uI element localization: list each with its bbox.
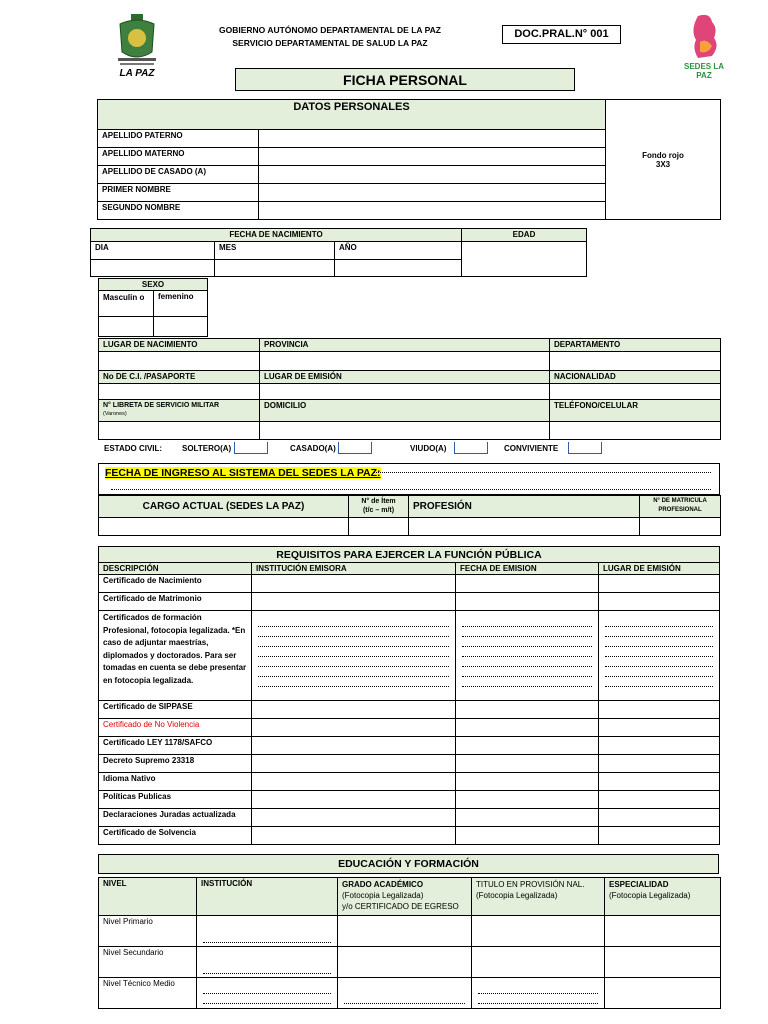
ingreso-dotline-1[interactable] bbox=[373, 472, 711, 473]
req-input[interactable] bbox=[599, 773, 720, 791]
req-row-label: Idioma Nativo bbox=[99, 773, 252, 791]
item-label-line-1: N° de Ítem bbox=[361, 498, 396, 505]
input-sex-male[interactable] bbox=[99, 317, 154, 337]
address-label: DOMICILIO bbox=[260, 400, 550, 422]
province-label: PROVINCIA bbox=[260, 339, 550, 352]
sex-female-label: femenino bbox=[154, 291, 208, 317]
department-label: DEPARTAMENTO bbox=[550, 339, 721, 352]
edu-input[interactable] bbox=[605, 947, 721, 978]
checkbox-single[interactable] bbox=[234, 442, 268, 454]
input-apellido-casado[interactable] bbox=[259, 166, 606, 184]
req-input[interactable] bbox=[599, 755, 720, 773]
education-title: EDUCACIÓN Y FORMACIÓN bbox=[98, 854, 719, 874]
input-matricula[interactable] bbox=[640, 518, 721, 536]
sex-table bbox=[98, 278, 208, 337]
req-row-label: Decreto Supremo 23318 bbox=[99, 755, 252, 773]
req-input[interactable] bbox=[456, 827, 599, 845]
req-input[interactable] bbox=[252, 755, 456, 773]
edu-header-specialty-line-1: ESPECIALIDAD bbox=[609, 880, 669, 889]
input-age[interactable] bbox=[462, 242, 587, 277]
year-label: AÑO bbox=[335, 242, 462, 260]
input-phone[interactable] bbox=[550, 422, 721, 440]
input-ci[interactable] bbox=[99, 384, 260, 400]
req-input[interactable] bbox=[599, 791, 720, 809]
req-input[interactable] bbox=[456, 755, 599, 773]
req-input[interactable] bbox=[252, 791, 456, 809]
input-apellido-materno[interactable] bbox=[259, 148, 606, 166]
input-profesion[interactable] bbox=[409, 518, 640, 536]
req-row-label: Certificado de No Violencia bbox=[99, 719, 252, 737]
req-header-place: LUGAR DE EMISIÓN bbox=[599, 563, 720, 575]
input-cargo[interactable] bbox=[99, 518, 349, 536]
birth-date-table bbox=[90, 228, 587, 277]
req-input[interactable] bbox=[252, 737, 456, 755]
req-input[interactable] bbox=[456, 809, 599, 827]
civil-status-label: ESTADO CIVIL: bbox=[104, 444, 163, 453]
input-primer-nombre[interactable] bbox=[259, 184, 606, 202]
field-apellido-paterno: APELLIDO PATERNO bbox=[98, 130, 259, 148]
req-row-label: Certificado de Matrimonio bbox=[99, 593, 252, 611]
requirements-title: REQUISITOS PARA EJERCER LA FUNCIÓN PÚBLICA bbox=[99, 547, 720, 563]
edu-header-grade bbox=[338, 878, 472, 916]
edu-header-title-line-1: TITULO EN PROVISIÓN NAL. bbox=[476, 880, 585, 889]
military-label bbox=[99, 400, 260, 422]
requirements-table bbox=[98, 546, 720, 845]
sex-male-label: Masculin o bbox=[99, 291, 154, 317]
field-apellido-casado: APELLIDO DE CASADO (A) bbox=[98, 166, 259, 184]
ingreso-dotline-2[interactable] bbox=[111, 489, 711, 490]
field-segundo-nombre: SEGUNDO NOMBRE bbox=[98, 202, 259, 220]
matricula-label bbox=[640, 496, 721, 518]
profesion-label: PROFESIÓN bbox=[409, 496, 640, 518]
req-input-dotted[interactable] bbox=[599, 611, 720, 701]
gobernacion-logo bbox=[114, 12, 160, 82]
input-day[interactable] bbox=[91, 260, 215, 277]
civil-single-label: SOLTERO(A) bbox=[182, 444, 232, 453]
edu-header-grade-line-1: GRADO ACADÉMICO bbox=[342, 880, 424, 889]
edu-row-label: Nivel Secundario bbox=[99, 947, 197, 978]
req-input[interactable] bbox=[252, 773, 456, 791]
input-month[interactable] bbox=[215, 260, 335, 277]
edu-input[interactable] bbox=[338, 947, 472, 978]
edu-input-dotted[interactable] bbox=[197, 916, 338, 947]
phone-label: TELÉFONO/CELULAR bbox=[550, 400, 721, 422]
req-input[interactable] bbox=[599, 593, 720, 611]
personal-data-title: DATOS PERSONALES bbox=[98, 100, 606, 130]
req-input[interactable] bbox=[252, 575, 456, 593]
civil-cohabiting-label: CONVIVIENTE bbox=[504, 444, 559, 453]
military-label-text: N° LIBRETA DE SERVICIO MILITAR bbox=[103, 402, 220, 409]
input-address[interactable] bbox=[260, 422, 550, 440]
field-primer-nombre: PRIMER NOMBRE bbox=[98, 184, 259, 202]
req-input[interactable] bbox=[599, 701, 720, 719]
req-header-date: FECHA DE EMISION bbox=[456, 563, 599, 575]
edu-header-title-line-2: (Fotocopia Legalizada) bbox=[476, 891, 558, 900]
edu-header-specialty bbox=[605, 878, 721, 916]
req-row-label: Declaraciones Juradas actualizada bbox=[99, 809, 252, 827]
matricula-label-line-1: N° DE MATRICULA bbox=[653, 498, 707, 504]
req-header-desc: DESCRIPCIÓN bbox=[99, 563, 252, 575]
logo-right-text: SEDES LA PAZ bbox=[684, 62, 725, 80]
edu-input[interactable] bbox=[605, 916, 721, 947]
nationality-label: NACIONALIDAD bbox=[550, 371, 721, 384]
req-input[interactable] bbox=[599, 809, 720, 827]
req-input[interactable] bbox=[456, 737, 599, 755]
checkbox-cohabiting[interactable] bbox=[568, 442, 602, 454]
req-input[interactable] bbox=[456, 773, 599, 791]
edu-input[interactable] bbox=[338, 916, 472, 947]
req-input[interactable] bbox=[252, 809, 456, 827]
edu-row-label: Nivel Técnico Medio bbox=[99, 978, 197, 1009]
edu-header-grade-line-3: y/o CERTIFICADO DE EGRESO bbox=[342, 902, 459, 911]
edu-input-dotted[interactable] bbox=[472, 978, 605, 1009]
civil-widowed-label: VIUDO(A) bbox=[410, 444, 447, 453]
civil-married-label: CASADO(A) bbox=[290, 444, 336, 453]
req-row-label: Certificado LEY 1178/SAFCO bbox=[99, 737, 252, 755]
header-line-1: GOBIERNO AUTÓNOMO DEPARTAMENTAL DE LA PAZ bbox=[219, 25, 441, 35]
req-input[interactable] bbox=[252, 593, 456, 611]
req-header-institution: INSTITUCIÓN EMISORA bbox=[252, 563, 456, 575]
req-row-label: Certificado de Nacimiento bbox=[99, 575, 252, 593]
req-input[interactable] bbox=[456, 593, 599, 611]
edu-header-level: NIVEL bbox=[99, 878, 197, 916]
edu-input[interactable] bbox=[472, 947, 605, 978]
sedes-logo bbox=[684, 12, 724, 82]
req-input[interactable] bbox=[456, 575, 599, 593]
item-label bbox=[349, 496, 409, 518]
req-input[interactable] bbox=[456, 791, 599, 809]
field-apellido-materno: APELLIDO MATERNO bbox=[98, 148, 259, 166]
req-input[interactable] bbox=[252, 719, 456, 737]
ingreso-label: FECHA DE INGRESO AL SISTEMA DEL SEDES LA PAZ: bbox=[105, 467, 381, 479]
edu-input-dotted[interactable] bbox=[338, 978, 472, 1009]
item-label-line-2: (t/c – m/t) bbox=[362, 507, 395, 514]
req-input[interactable] bbox=[599, 827, 720, 845]
edu-input[interactable] bbox=[472, 916, 605, 947]
req-input[interactable] bbox=[252, 827, 456, 845]
photo-line-1: Fondo rojo bbox=[642, 150, 684, 160]
req-input[interactable] bbox=[456, 719, 599, 737]
checkbox-widowed[interactable] bbox=[454, 442, 488, 454]
photo-box bbox=[606, 100, 721, 220]
input-year[interactable] bbox=[335, 260, 462, 277]
age-title: EDAD bbox=[462, 229, 587, 242]
input-segundo-nombre[interactable] bbox=[259, 202, 606, 220]
doc-code: DOC.PRAL.N° 001 bbox=[502, 25, 621, 44]
personal-data-table bbox=[97, 99, 721, 220]
req-row-label: Certificados de formación Profesional, fotocopia legalizada. *En caso de adjuntar maestrías, diplomados y doctorados. Para ser tomadas en cuenta se debe presentar en fotocopia legalizada. bbox=[99, 611, 252, 701]
cargo-table bbox=[98, 495, 721, 536]
edu-input-dotted[interactable] bbox=[197, 978, 338, 1009]
civil-status-row bbox=[104, 442, 724, 456]
cargo-label: CARGO ACTUAL (SEDES LA PAZ) bbox=[99, 496, 349, 518]
birthplace-label: LUGAR DE NACIMIENTO bbox=[99, 339, 260, 352]
req-input[interactable] bbox=[599, 719, 720, 737]
input-department[interactable] bbox=[550, 352, 721, 371]
edu-row-label: Nivel Primario bbox=[99, 916, 197, 947]
req-input[interactable] bbox=[599, 575, 720, 593]
input-military[interactable] bbox=[99, 422, 260, 440]
header-line-2: SERVICIO DEPARTAMENTAL DE SALUD LA PAZ bbox=[232, 38, 428, 48]
checkbox-married[interactable] bbox=[338, 442, 372, 454]
photo-line-2: 3X3 bbox=[655, 159, 671, 169]
edu-header-institution: INSTITUCIÓN bbox=[197, 878, 338, 916]
ci-label: No DE C.I. /PASAPORTE bbox=[99, 371, 260, 384]
issue-place-label: LUGAR DE EMISIÓN bbox=[260, 371, 550, 384]
input-issue-place[interactable] bbox=[260, 384, 550, 400]
form-title: FICHA PERSONAL bbox=[235, 68, 575, 91]
input-nationality[interactable] bbox=[550, 384, 721, 400]
req-row-label: Certificado de Solvencia bbox=[99, 827, 252, 845]
input-item[interactable] bbox=[349, 518, 409, 536]
logo-left-text: LA PAZ bbox=[119, 68, 155, 79]
matricula-label-line-2: PROFESIONAL bbox=[658, 507, 702, 513]
req-input[interactable] bbox=[252, 701, 456, 719]
location-table bbox=[98, 338, 721, 440]
birth-date-title: FECHA DE NACIMIENTO bbox=[91, 229, 462, 242]
req-row-label: Certificado de SIPPASE bbox=[99, 701, 252, 719]
sex-title: SEXO bbox=[99, 279, 208, 291]
req-input[interactable] bbox=[599, 737, 720, 755]
input-sex-female[interactable] bbox=[154, 317, 208, 337]
edu-input-dotted[interactable] bbox=[197, 947, 338, 978]
input-province[interactable] bbox=[260, 352, 550, 371]
education-table bbox=[98, 877, 721, 1009]
input-apellido-paterno[interactable] bbox=[259, 130, 606, 148]
ingreso-box bbox=[98, 463, 720, 495]
edu-input[interactable] bbox=[605, 978, 721, 1009]
input-birthplace[interactable] bbox=[99, 352, 260, 371]
military-note: (Varones) bbox=[103, 411, 127, 417]
req-input-dotted[interactable] bbox=[252, 611, 456, 701]
req-input[interactable] bbox=[456, 701, 599, 719]
req-input-dotted[interactable] bbox=[456, 611, 599, 701]
edu-header-title bbox=[472, 878, 605, 916]
month-label: MES bbox=[215, 242, 335, 260]
day-label: DIA bbox=[91, 242, 215, 260]
edu-header-grade-line-2: (Fotocopia Legalizada) bbox=[342, 891, 424, 900]
edu-header-specialty-line-2: (Fotocopia Legalizada) bbox=[609, 891, 691, 900]
req-row-label: Políticas Publicas bbox=[99, 791, 252, 809]
